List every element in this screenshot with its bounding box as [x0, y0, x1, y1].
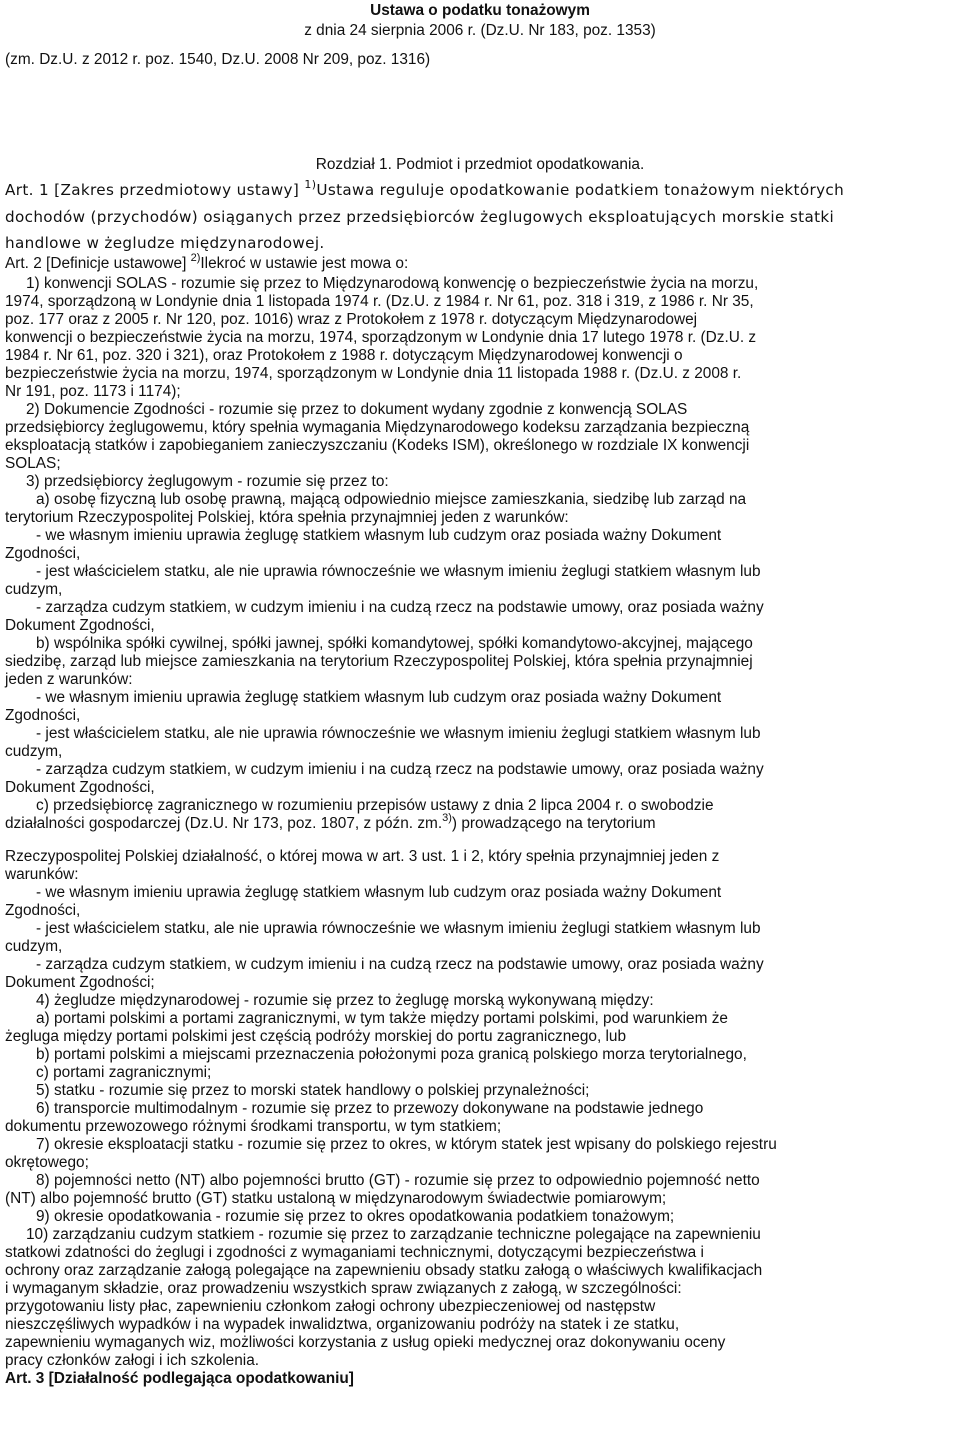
body-line: 8) pojemności netto (NT) albo pojemności brutto (GT) - rozumie się przez to odpowiednio pojemność netto: [36, 1172, 760, 1189]
body-line: przygotowaniu listy płac, zapewnieniu członkom załogi ochrony ubezpieczeniowej od następstw: [5, 1298, 656, 1315]
body-line: - jest właścicielem statku, ale nie uprawia równocześnie we własnym imieniu żeglugi statkiem własnym lub: [36, 563, 761, 580]
body-line: 10) zarządzaniu cudzym statkiem - rozumie się przez to zarządzanie techniczne polegające na zapewnieniu: [26, 1226, 761, 1243]
chapter-heading: Rozdział 1. Podmiot i przedmiot opodatkowania.: [315, 156, 645, 173]
footnote-ref-2: 2): [190, 252, 201, 264]
act-date-line: z dnia 24 sierpnia 2006 r. (Dz.U. Nr 183, poz. 1353): [304, 22, 656, 39]
body-line: dokumentu przewozowego różnymi środkami transportu, w tym statkiem;: [5, 1118, 502, 1135]
body-line: Dokument Zgodności;: [5, 974, 155, 991]
body-line: nieszczęśliwych wypadków i na wypadek inwalidztwa, organizowaniu podróży na statek i ze statku,: [5, 1316, 680, 1333]
body-line: ochrony oraz zarządzanie załogą polegające na zapewnieniu obsady statku załogą o właściwych kwalifikacjach: [5, 1262, 763, 1279]
body-line: cudzym,: [5, 743, 63, 760]
body-line: okrętowego;: [5, 1154, 89, 1171]
body-line: 4) żegludze międzynarodowej - rozumie się przez to żeglugę morską wykonywaną między:: [36, 992, 654, 1009]
c-tail-text: ) prowadzącego na terytorium: [451, 815, 656, 832]
body-line: c) przedsiębiorcę zagranicznego w rozumieniu przepisów ustawy z dnia 2 lipca 2004 r. o swobodzie: [36, 797, 714, 814]
body-line: - we własnym imieniu uprawia żeglugę statkiem własnym lub cudzym oraz posiada ważny Dokument: [36, 689, 722, 706]
body-line: konwencji o bezpieczeństwie życia na morzu, 1974, sporządzonym w Londynie dnia 17 lutego 1978 r. (Dz.U. z: [5, 329, 757, 346]
body-line: warunków:: [5, 866, 79, 883]
body-line: Rzeczypospolitej Polskiej działalność, o której mowa w art. 3 ust. 1 i 2, który spełnia przynajmniej jeden z: [5, 848, 720, 865]
body-line: jeden z warunków:: [5, 671, 133, 688]
body-line: eksploatacją statków i zapobieganiem zanieczyszczaniu (Kodeks ISM), określonego w rozdziale IX konwencji: [5, 437, 750, 454]
body-line: 6) transporcie multimodalnym - rozumie się przez to przewozy dokonywane na podstawie jednego: [36, 1100, 704, 1117]
art3-heading: Art. 3 [Działalność podlegająca opodatkowaniu]: [5, 1370, 354, 1387]
body-line: Zgodności,: [5, 707, 81, 724]
body-line: siedzibę, zarząd lub miejsce zamieszkania na terytorium Rzeczypospolitej Polskiej, która spełnia przynajmniej: [5, 653, 753, 670]
body-line: SOLAS;: [5, 455, 61, 472]
body-line: b) portami polskimi a miejscami przeznaczenia położonymi poza granicą polskiego morza terytorialnego,: [36, 1046, 747, 1063]
body-line: bezpieczeństwie życia na morzu, 1974, sporządzonym w Londynie dnia 11 listopada 1988 r. (Dz.U. z 2008 r.: [5, 365, 742, 382]
act-title: Ustawa o podatku tonażowym: [370, 2, 590, 19]
body-line: b) wspólnika spółki cywilnej, spółki jawnej, spółki komandytowej, spółki komandytowo-akcyjnej, mającego: [36, 635, 753, 652]
body-line: (NT) albo pojemność brutto (GT) statku ustaloną w międzynarodowym świadectwie pomiarowym;: [5, 1190, 667, 1207]
body-line: i wymaganym składzie, oraz prowadzeniu wszystkich spraw związanych z załogą, w szczególności:: [5, 1280, 682, 1297]
body-line: - we własnym imieniu uprawia żeglugę statkiem własnym lub cudzym oraz posiada ważny Dokument: [36, 527, 722, 544]
art1-line-2: dochodów (przychodów) osiąganych przez przedsiębiorców żeglugowych eksploatujących morskie statki: [5, 208, 835, 226]
body-line: przedsiębiorcy żeglugowemu, który spełnia wymagania Międzynarodowego kodeksu zarządzania bezpieczną: [5, 419, 750, 436]
art2-intro: Ilekroć w ustawie jest mowa o:: [200, 255, 409, 272]
body-line: żegluga między portami polskimi jest częścią podróży morskiej do portu zagranicznego, lub: [5, 1028, 627, 1045]
body-line: 7) okresie eksploatacji statku - rozumie się przez to okres, w którym statek jest wpisany do polskiego rejestru: [36, 1136, 777, 1153]
body-line: działalności gospodarczej (Dz.U. Nr 173, poz. 1807, z późn. zm.$^{3)}$) prowadzącego na terytorium: [5, 812, 656, 832]
body-line: cudzym,: [5, 581, 63, 598]
body-line: 5) statku - rozumie się przez to morski statek handlowy o polskiej przynależności;: [36, 1082, 590, 1099]
body-line: a) osobę fizyczną lub osobę prawną, mającą odpowiednio miejsce zamieszkania, siedzibę lub zarząd na: [36, 491, 747, 508]
art2-heading: Art. 2 [Definicje ustawowe]: [5, 255, 191, 272]
art1-text: Ustawa reguluje opodatkowanie podatkiem tonażowym niektórych: [316, 181, 845, 199]
body-line: statkowi zdatności do żeglugi i zgodności z wymaganiami technicznymi, dotyczącymi bezpieczeństwa i: [5, 1244, 704, 1261]
body-line: 2) Dokumencie Zgodności - rozumie się przez to dokument wydany zgodnie z konwencją SOLAS: [26, 401, 688, 418]
body-line: zapewnieniu wymaganych wiz, możliwości korzystania z usług opieki medycznej oraz dokonywaniu oceny: [5, 1334, 726, 1351]
body-line: - zarządza cudzym statkiem, w cudzym imieniu i na cudzą rzecz na podstawie umowy, oraz posiada ważny: [36, 761, 764, 778]
body-line: Nr 191, poz. 1173 i 1174);: [5, 383, 181, 400]
body-line: - we własnym imieniu uprawia żeglugę statkiem własnym lub cudzym oraz posiada ważny Dokument: [36, 884, 722, 901]
body-line: c) portami zagranicznymi;: [36, 1064, 212, 1081]
body-line: 3) przedsiębiorcy żeglugowym - rozumie się przez to:: [26, 473, 389, 490]
body-line: 1974, sporządzoną w Londynie dnia 1 listopada 1974 r. (Dz.U. z 1984 r. Nr 61, poz. 318 i 319, z 1986 r. Nr 35,: [5, 293, 754, 310]
body-line: terytorium Rzeczypospolitej Polskiej, która spełnia przynajmniej jeden z warunków:: [5, 509, 569, 526]
body-line: - zarządza cudzym statkiem, w cudzym imieniu i na cudzą rzecz na podstawie umowy, oraz posiada ważny: [36, 956, 764, 973]
body-line: 1) konwencji SOLAS - rozumie się przez to Międzynarodową konwencję o bezpieczeństwie życia na morzu,: [26, 275, 759, 292]
art1-line-3: handlowe w żegludze międzynarodowej.: [5, 234, 325, 252]
body-line: - jest właścicielem statku, ale nie uprawia równocześnie we własnym imieniu żeglugi statkiem własnym lub: [36, 920, 761, 937]
body-line: Dokument Zgodności,: [5, 779, 155, 796]
body-line: Zgodności,: [5, 902, 81, 919]
body-line: pracy członków załogi i ich szkolenia.: [5, 1352, 260, 1369]
amendments-line: (zm. Dz.U. z 2012 r. poz. 1540, Dz.U. 2008 Nr 209, poz. 1316): [5, 51, 431, 68]
body-line: poz. 177 oraz z 2005 r. Nr 120, poz. 1016) wraz z Protokołem z 1978 r. dotyczącym Międzynarodowej: [5, 311, 698, 328]
art1-heading: Art. 1 [Zakres przedmiotowy ustawy]: [5, 181, 305, 199]
body-line: - jest właścicielem statku, ale nie uprawia równocześnie we własnym imieniu żeglugi statkiem własnym lub: [36, 725, 761, 742]
body-line: - zarządza cudzym statkiem, w cudzym imieniu i na cudzą rzecz na podstawie umowy, oraz posiada ważny: [36, 599, 764, 616]
body-line: cudzym,: [5, 938, 63, 955]
body-line: Zgodności,: [5, 545, 81, 562]
footnote-ref-3: 3): [442, 812, 452, 824]
body-line: 9) okresie opodatkowania - rozumie się przez to okres opodatkowania podatkiem tonażowym;: [36, 1208, 675, 1225]
footnote-ref-1: 1): [304, 178, 317, 191]
body-line: Dokument Zgodności,: [5, 617, 155, 634]
body-line: a) portami polskimi a portami zagranicznymi, w tym także między portami polskimi, pod warunkiem że: [36, 1010, 728, 1027]
body-line: 1984 r. Nr 61, poz. 320 i 321), oraz Protokołem z 1988 r. dotyczącym Międzynarodowej konwencji o: [5, 347, 683, 364]
